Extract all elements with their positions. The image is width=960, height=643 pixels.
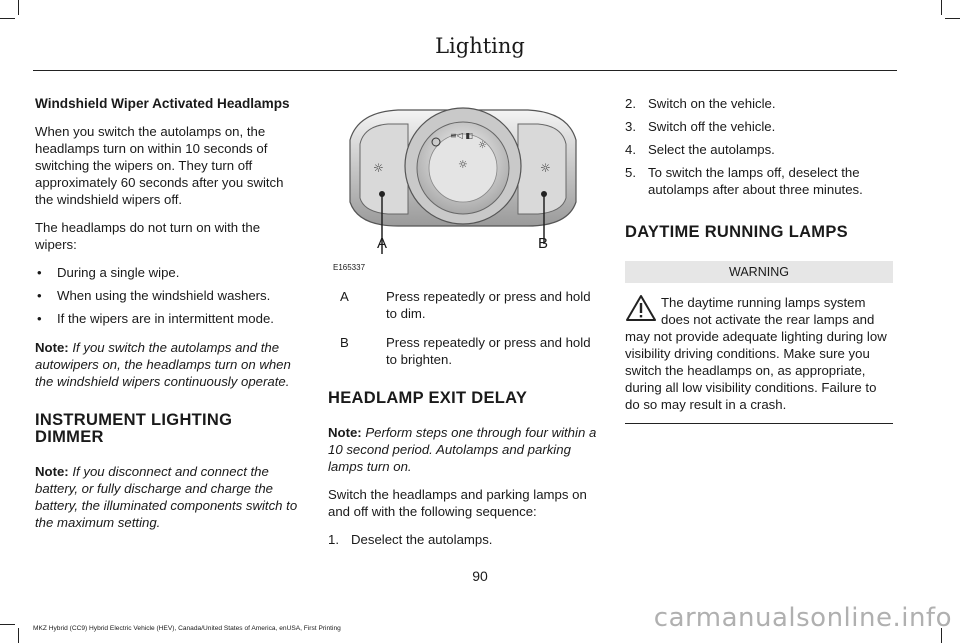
- paragraph: The headlamps do not turn on with the wipers:: [35, 220, 261, 252]
- section-title-drl: DAYTIME RUNNING LAMPS: [625, 223, 848, 241]
- step-number: 2.: [625, 96, 636, 111]
- warning-text: The daytime running lamps system does not activate the rear lamps and may not provide adequate lighting during low visibility driving conditions. Make sure you switch the headlamps on, as appropriate, during all low visibility conditions. Failure to do so may result in a crash.: [625, 295, 887, 412]
- definition-row: [328, 334, 600, 368]
- headlamp-switch-figure: [328, 102, 600, 277]
- crop-mark: [0, 18, 15, 19]
- step-list: [625, 95, 893, 198]
- step-item: [625, 95, 893, 112]
- section-title-dimmer: INSTRUMENT LIGHTING DIMMER: [35, 411, 233, 446]
- crop-mark: [941, 0, 942, 15]
- note: [328, 424, 600, 475]
- step-item: [625, 141, 893, 158]
- crop-mark: [0, 624, 15, 625]
- definition-text: Press repeatedly or press and hold to dim.: [386, 289, 591, 321]
- step-text: To switch the lamps off, deselect the autolamps after about three minutes.: [648, 165, 863, 197]
- definition-row: [328, 288, 600, 322]
- note-label: Note:: [35, 464, 69, 479]
- callout-b: B: [538, 235, 549, 252]
- column-2: [328, 288, 600, 554]
- definition-key: B: [340, 335, 349, 350]
- list-item: • When using the windshield washers.: [35, 287, 305, 304]
- paragraph: When you switch the autolamps on, the headlamps turn on within 10 seconds of switching the wipers on. They turn off approximately 60 seconds after you switch the windshield wipers off.: [35, 124, 284, 207]
- svg-text:☼: ☼: [373, 161, 384, 175]
- page-number: 90: [472, 568, 488, 584]
- warning-triangle-icon: [625, 294, 657, 322]
- svg-text:☼: ☼: [540, 161, 551, 175]
- callout-a: A: [377, 235, 388, 252]
- list-item: • If the wipers are in intermittent mode.: [35, 310, 305, 327]
- definition-text: Press repeatedly or press and hold to brighten.: [386, 335, 591, 367]
- step-item: [328, 531, 600, 548]
- step-number: 5.: [625, 165, 636, 180]
- header-divider: [33, 70, 897, 71]
- step-text: Deselect the autolamps.: [351, 532, 493, 547]
- column-3: [625, 95, 893, 424]
- step-number: 1.: [328, 532, 339, 547]
- definition-key: A: [340, 289, 349, 304]
- column-1: [35, 95, 305, 542]
- note-text: Perform steps one through four within a 10 second period. Autolamps and parking lamps turn on.: [328, 425, 597, 474]
- svg-text:☼: ☼: [478, 140, 487, 151]
- step-text: Switch on the vehicle.: [648, 96, 776, 111]
- step-list: [328, 531, 600, 548]
- bullet-list: [35, 264, 305, 327]
- callout-definitions: [328, 288, 600, 368]
- list-item: • During a single wipe.: [35, 264, 305, 281]
- warning-box: [625, 294, 893, 424]
- note-text: If you switch the autolamps and the autowipers on, the headlamps turn on when the windshield wipers continuously operate.: [35, 340, 291, 389]
- note-text: If you disconnect and connect the battery, or fully discharge and charge the battery, the illuminated components switch to the maximum setting.: [35, 464, 298, 530]
- step-item: [625, 164, 893, 198]
- warning-header: WARNING: [625, 261, 893, 283]
- step-text: Switch off the vehicle.: [648, 119, 776, 134]
- note: [35, 339, 305, 390]
- paragraph: Switch the headlamps and parking lamps on and off with the following sequence:: [328, 487, 587, 519]
- note: [35, 463, 305, 531]
- section-title-exit-delay: HEADLAMP EXIT DELAY: [328, 389, 528, 407]
- headlamp-switch-illustration: [328, 102, 600, 277]
- footer-text: MKZ Hybrid (CC9) Hybrid Electric Vehicle (HEV), Canada/United States of America, enUSA, First Printing: [33, 625, 341, 632]
- note-label: Note:: [328, 425, 362, 440]
- step-number: 4.: [625, 142, 636, 157]
- watermark: carmanualsonline.info: [653, 603, 952, 633]
- page-title: Lighting: [435, 34, 525, 58]
- crop-mark: [945, 18, 960, 19]
- crop-mark: [18, 0, 19, 15]
- note-label: Note:: [35, 340, 69, 355]
- step-number: 3.: [625, 119, 636, 134]
- figure-id: E165337: [333, 263, 366, 272]
- svg-text:☼: ☼: [458, 158, 468, 171]
- step-text: Select the autolamps.: [648, 142, 775, 157]
- crop-mark: [18, 628, 19, 643]
- subheading-wiper-headlamps: Windshield Wiper Activated Headlamps: [35, 96, 290, 111]
- step-item: [625, 118, 893, 135]
- svg-text:≡◁ ◧: ≡◁ ◧: [450, 131, 473, 140]
